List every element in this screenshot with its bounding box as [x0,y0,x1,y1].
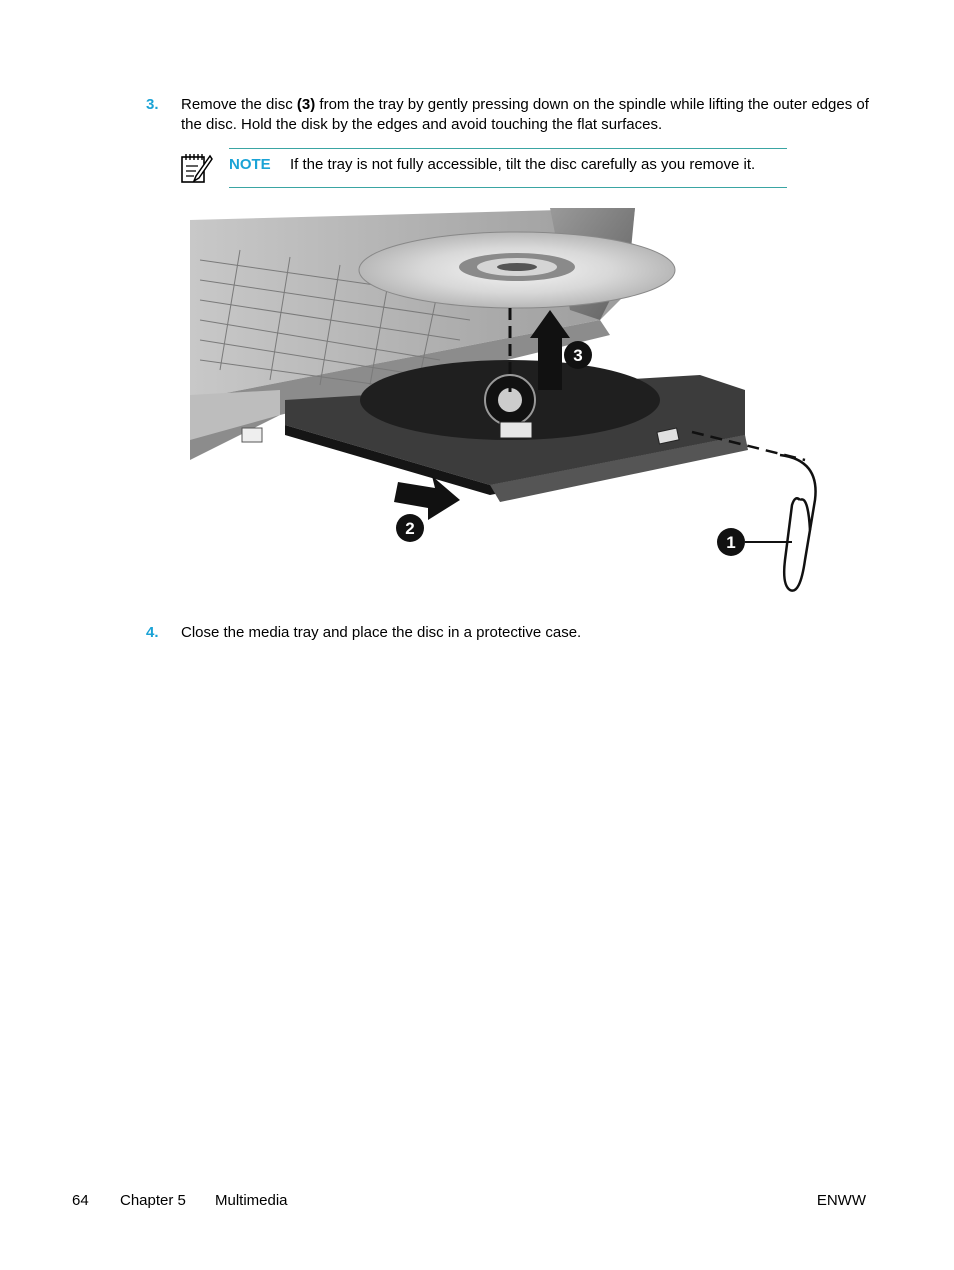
callout-1-label: 1 [726,533,736,552]
step-3-text-before: Remove the disc [181,96,297,113]
note-pad-icon [180,152,214,184]
step-3-text [181,95,871,135]
note-box [229,148,787,188]
footer-chapter: Chapter 5 [120,1192,186,1209]
disc [359,232,675,308]
callout-2 [396,514,424,542]
step-3-number: 3. [146,96,159,113]
footer-doc-code: ENWW [816,1192,866,1209]
step-3-callout-ref: (3) [296,96,316,113]
callout-3 [564,341,592,369]
footer-page-number: 64 [72,1192,89,1209]
callout-1 [717,528,792,556]
disc-removal-illustration [180,200,840,600]
note-label: NOTE [229,156,271,173]
step-4-number: 4. [146,624,159,641]
callout-2-label: 2 [405,519,415,538]
callout-3-label: 3 [573,346,583,365]
step-3-text-after: from the tray by gently pressing down on the spindle while lifting the outer edges of the disc. Hold the disk by the edges and avoid touching the flat surfaces. [181,96,869,133]
note-text: If the tray is not fully accessible, tilt the disc carefully as you remove it. [290,156,756,173]
step-4-text: Close the media tray and place the disc in a protective case. [181,624,582,641]
footer-section: Multimedia [215,1192,288,1209]
